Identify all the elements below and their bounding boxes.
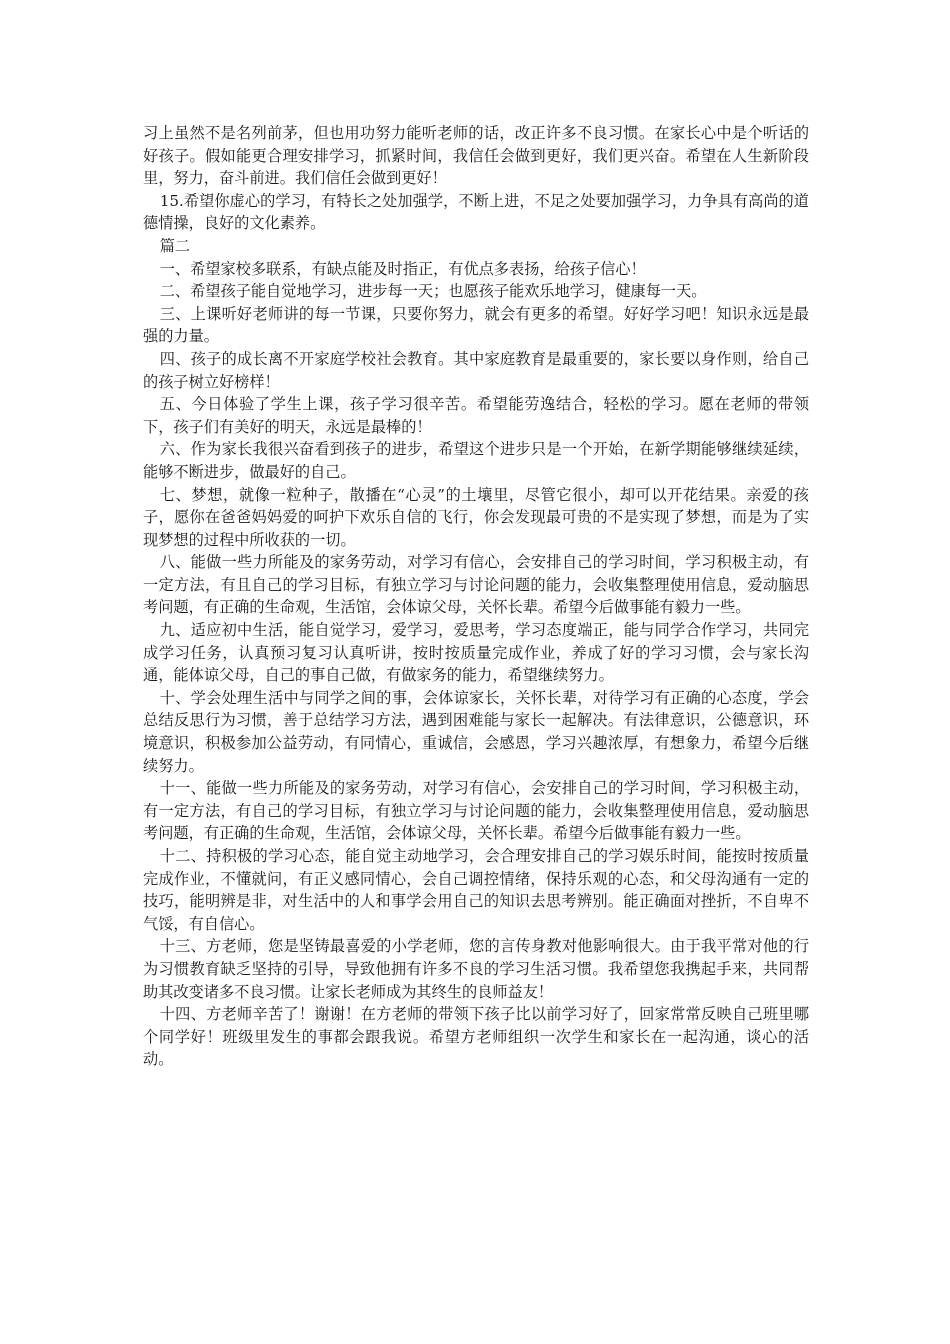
paragraph-14: 十四、方老师辛苦了！谢谢！在方老师的带领下孩子比以前学习好了，回家常常反映自己班里哪个同学好！班级里发生的事都会跟我说。希望方老师组织一次学生和家长在一起沟通，谈心的活动。 — [143, 1005, 809, 1069]
paragraph-10: 十、学会处理生活中与同学之间的事，会体谅家长，关怀长辈，对待学习有正确的心态度，学会总结反思行为习惯，善于总结学习方法，遇到困难能与家长一起解决。有法律意识，公德意识，环境意识，积极参加公益劳动，有同情心，重诚信，会感恩，学习兴趣浓厚，有想象力，希望今后继续努力。 — [143, 688, 809, 775]
paragraph-3: 三、上课听好老师讲的每一节课，只要你努力，就会有更多的希望。好好学习吧！知识永远是最强的力量。 — [143, 304, 809, 346]
paragraph-continued: 习上虽然不是名列前茅，但也用功努力能听老师的话，改正许多不良习惯。在家长心中是个听话的好孩子。假如能更合理安排学习，抓紧时间，我信任会做到更好，我们更兴奋。希望在人生新阶段里，努力，奋斗前进。我们信任会做到更好！ — [143, 124, 809, 188]
paragraph-15: 15.希望你虚心的学习，有特长之处加强学，不断上进，不足之处要加强学习，力争具有高尚的道德情操，良好的文化素养。 — [143, 191, 809, 233]
paragraph-8: 八、能做一些力所能及的家务劳动，对学习有信心，会安排自己的学习时间，学习积极主动，有一定方法，有且自己的学习目标，有独立学习与讨论问题的能力，会收集整理使用信息，爱动脑思考问题，有正确的生命观，生活馆，会体谅父母，关怀长辈。希望今后做事能有毅力一些。 — [143, 553, 809, 617]
paragraph-2: 二、希望孩子能自觉地学习，进步每一天；也愿孩子能欢乐地学习，健康每一天。 — [159, 282, 707, 301]
paragraph-9: 九、适应初中生活，能自觉学习，爱学习，爱思考，学习态度端正，能与同学合作学习，共同完成学习任务，认真预习复习认真听讲，按时按质量完成作业，养成了好的学习习惯，会与家长沟通，能体谅父母，自己的事自己做，有做家务的能力，希望继续努力。 — [143, 621, 809, 685]
paragraph-12: 十二、持积极的学习心态，能自觉主动地学习，会合理安排自己的学习娱乐时间，能按时按质量完成作业，不懂就问，有正义感同情心，会自己调控情绪，保持乐观的心态，和父母沟通有一定的技巧，能明辨是非，对生活中的人和事学会用自己的知识去思考辨别。能正确面对挫折，不自卑不气馁，有自信心。 — [143, 847, 809, 933]
paragraph-11: 十一、能做一些力所能及的家务劳动，对学习有信心，会安排自己的学习时间，学习积极主动，有一定方法，有自己的学习目标，有独立学习与讨论问题的能力，会收集整理使用信息，爱动脑思考问题，有正确的生命观，生活馆，会体谅父母，关怀长辈。希望今后做事能有毅力一些。 — [143, 779, 809, 843]
section-heading: 篇二 — [159, 236, 191, 255]
paragraph-13: 十三、方老师，您是坚铸最喜爱的小学老师，您的言传身教对他影响很大。由于我平常对他的行为习惯教育缺乏坚持的引导，导致他拥有许多不良的学习生活习惯。我希望您我携起手来，共同帮助其改变诸多不良习惯。让家长老师成为其终生的良师益友！ — [143, 937, 809, 1001]
paragraph-6: 六、作为家长我很兴奋看到孩子的进步，希望这个进步只是一个开始，在新学期能够继续延续，能够不断进步，做最好的自己。 — [143, 440, 809, 481]
document-body — [143, 122, 809, 1071]
paragraph-4: 四、孩子的成长离不开家庭学校社会教育。其中家庭教育是最重要的，家长要以身作则，给自己的孩子树立好榜样！ — [143, 349, 809, 391]
paragraph-5: 五、今日体验了学生上课，孩子学习很辛苦。希望能劳逸结合，轻松的学习。愿在老师的带领下，孩子们有美好的明天，永远是最棒的！ — [143, 395, 809, 436]
paragraph-1: 一、希望家校多联系，有缺点能及时指正，有优点多表扬，给孩子信心！ — [159, 259, 646, 278]
paragraph-7: 七、梦想，就像一粒种子，散播在“心灵”的土壤里，尽管它很小，却可以开花结果。亲爱的孩子，愿你在爸爸妈妈爱的呵护下欢乐自信的飞行，你会发现最可贵的不是实现了梦想，而是为了实现梦想的过程中所收获的一切。 — [143, 485, 809, 549]
